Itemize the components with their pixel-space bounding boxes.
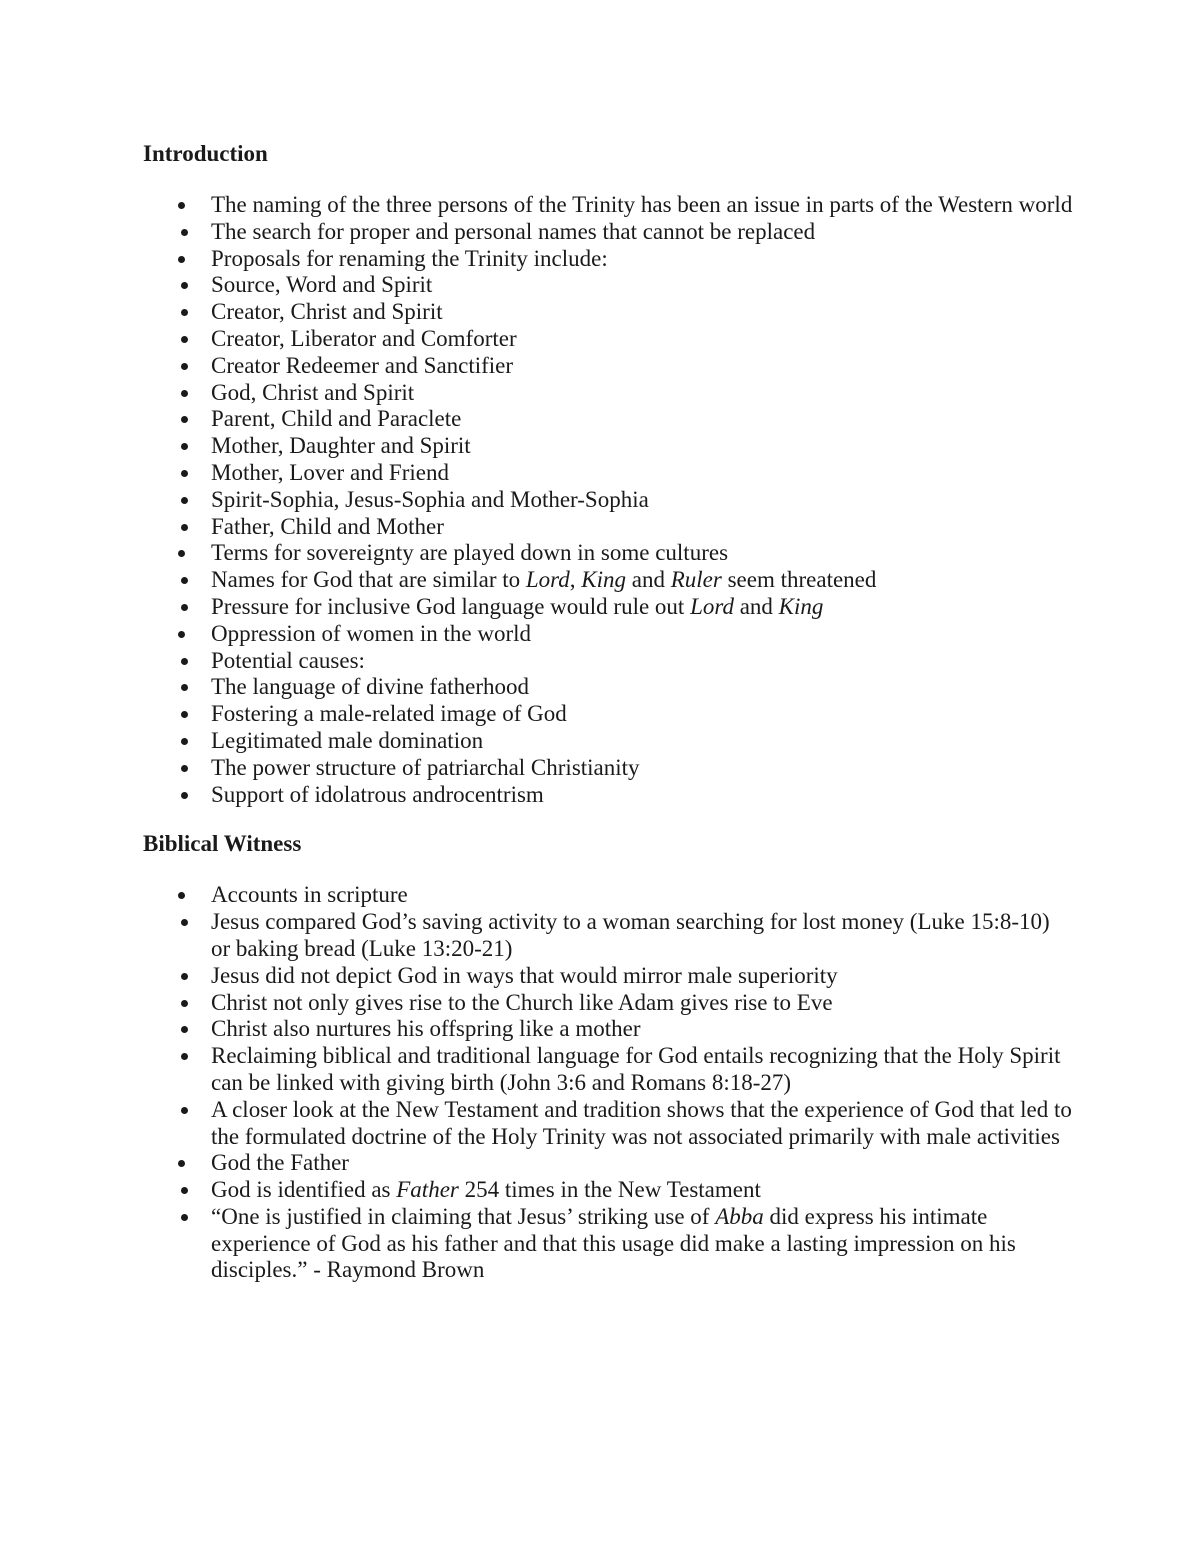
list-item-text: Accounts in scripture <box>211 882 408 908</box>
list-item-text: Potential causes: <box>211 647 365 673</box>
italic-term: King <box>581 567 627 593</box>
list-item: Mother, Lover and Friend <box>143 460 1073 487</box>
list-item: The search for proper and personal names that cannot be replaced <box>143 219 1073 246</box>
list-item: Creator, Liberator and Comforter <box>143 326 1073 353</box>
italic-term: Abba <box>715 1203 764 1229</box>
list-item-text: Terms for sovereignty are played down in some cultures <box>211 540 729 566</box>
italic-term: Ruler <box>670 567 722 593</box>
list-item: Spirit-Sophia, Jesus-Sophia and Mother-Sophia <box>143 487 1073 514</box>
list-item: The language of divine fatherhood <box>143 674 1073 701</box>
list-item: God, Christ and Spirit <box>143 380 1073 407</box>
list-item <box>143 192 1073 246</box>
list-item: Support of idolatrous androcentrism <box>143 782 1073 809</box>
list-item-text: God the Father <box>211 1150 349 1176</box>
document-page <box>143 136 1073 1284</box>
italic-term: Lord <box>525 567 570 593</box>
list-item-text: Jesus compared God’s saving activity to a woman searching for lost money (Luke 15:8-10) or baking bread (Luke 13:20-21) <box>211 909 1050 961</box>
list-item <box>143 909 1073 989</box>
list-item: Reclaiming biblical and traditional language for God entails recognizing that the Holy Spirit can be linked with giving birth (John 3:6 and Romans 8:18-27) <box>143 1043 1073 1097</box>
list-item <box>143 567 1073 594</box>
sub-sub-list <box>143 674 1073 808</box>
text-run: Names for God that are similar to <box>211 567 526 593</box>
italic-term: King <box>778 593 824 619</box>
list-item: Christ also nurtures his offspring like a mother <box>143 1016 1073 1043</box>
list-item: The power structure of patriarchal Christianity <box>143 755 1073 782</box>
list-item <box>143 1204 1073 1284</box>
sub-list <box>143 219 1073 246</box>
list-item <box>143 540 1073 620</box>
sub-sub-list <box>143 1016 1073 1043</box>
list-item: Legitimated male domination <box>143 728 1073 755</box>
heading-biblical-witness: Biblical Witness <box>143 831 302 857</box>
text-run: , <box>569 567 582 593</box>
sub-list <box>143 1177 1073 1284</box>
list-item <box>143 1150 1073 1284</box>
list-item: Source, Word and Spirit <box>143 272 1073 299</box>
text-run: 254 times in the New Testament <box>458 1177 761 1203</box>
sub-list <box>143 909 1073 1150</box>
list-item: Creator Redeemer and Sanctifier <box>143 353 1073 380</box>
heading-introduction: Introduction <box>143 141 268 166</box>
intro-list <box>143 192 1073 808</box>
text-run: God is identified as <box>211 1177 397 1203</box>
list-item <box>143 882 1073 1150</box>
list-item <box>143 648 1073 809</box>
text-run: and <box>626 567 671 593</box>
list-item-text: Christ not only gives rise to the Church like Adam gives rise to Eve <box>211 989 833 1015</box>
text-run: Pressure for inclusive God language would rule out <box>211 593 691 619</box>
biblical-list <box>143 882 1073 1284</box>
sub-sub-list <box>143 963 1073 990</box>
list-item-text: The naming of the three persons of the Trinity has been an issue in parts of the Western world <box>211 192 1073 217</box>
list-item-text: Proposals for renaming the Trinity include: <box>211 245 608 271</box>
list-item: A closer look at the New Testament and tradition shows that the experience of God that led to the formulated doctrine of the Holy Trinity was not associated primarily with male activities <box>143 1097 1073 1151</box>
list-item: Creator, Christ and Spirit <box>143 299 1073 326</box>
list-item: Parent, Child and Paraclete <box>143 406 1073 433</box>
italic-term: Lord <box>690 593 734 619</box>
list-item <box>143 594 1073 621</box>
list-item: Jesus did not depict God in ways that would mirror male superiority <box>143 963 1073 990</box>
list-item <box>143 246 1073 541</box>
sub-list <box>143 272 1073 540</box>
text-run: and <box>733 593 779 619</box>
text-run: seem threatened <box>721 567 877 593</box>
italic-term: Father <box>396 1177 459 1203</box>
sub-list <box>143 648 1073 809</box>
text-run: did express his intimate experience of God as his father and that this usage did make a lasting impression on his disciples.” - Raymond Brown <box>211 1203 1016 1283</box>
list-item-text: Oppression of women in the world <box>211 620 532 646</box>
list-item: Mother, Daughter and Spirit <box>143 433 1073 460</box>
text-run: “One is justified in claiming that Jesus’ striking use of <box>211 1203 716 1229</box>
sub-list <box>143 567 1073 621</box>
list-item: Father, Child and Mother <box>143 514 1073 541</box>
list-item <box>143 990 1073 1044</box>
list-item <box>143 621 1073 809</box>
list-item: Fostering a male-related image of God <box>143 701 1073 728</box>
list-item <box>143 1177 1073 1204</box>
